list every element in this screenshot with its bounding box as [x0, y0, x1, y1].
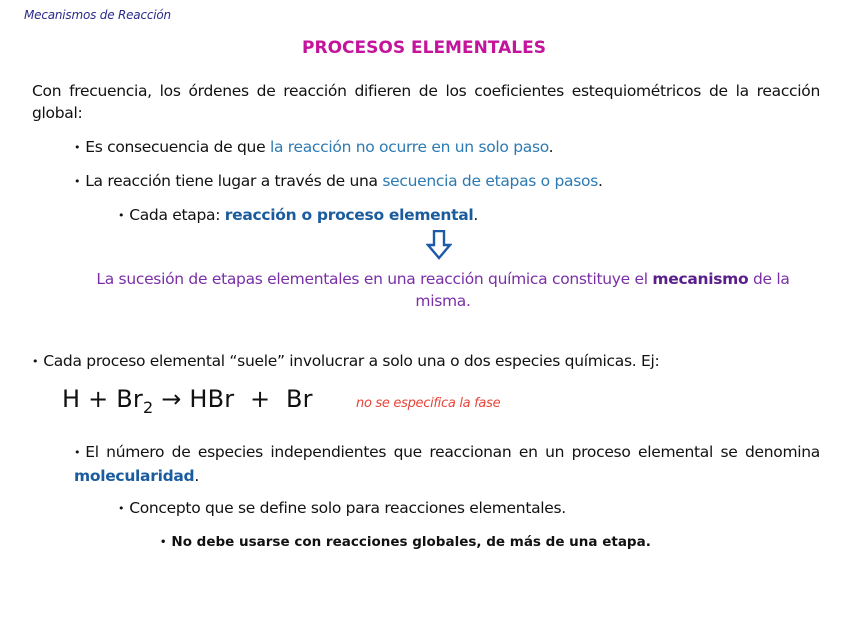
bullet-text: Es consecuencia de que: [85, 138, 270, 156]
reaction-arrow: →: [161, 385, 182, 413]
bullet-sequence: [74, 172, 603, 190]
bullet-mark: •: [74, 446, 81, 459]
bullet-mark: •: [74, 141, 81, 154]
conclusion-end: de la misma.: [415, 270, 790, 310]
conclusion-text: La sucesión de etapas elementales en una reacción química constituye el: [96, 270, 653, 288]
bullet-highlight: reacción o proceso elemental: [224, 206, 474, 224]
equation-note: no se especifica la fase: [356, 396, 501, 411]
mechanism-term: mecanismo: [652, 270, 749, 288]
bullet-text: Cada proceso elemental “suele” involucrar a solo una o dos especies químicas. Ej:: [43, 352, 660, 370]
period: .: [194, 467, 199, 485]
bullet-text: Concepto que se define solo para reacciones elementales.: [129, 499, 566, 517]
bullet-text: La reacción tiene lugar a través de una: [85, 172, 383, 190]
reaction-equation: [62, 385, 313, 417]
equation-reactants: H + Br: [62, 385, 143, 413]
bullet-each-stage: [118, 206, 478, 224]
mechanism-conclusion: [68, 268, 818, 312]
slide-header: Mecanismos de Reacción: [24, 8, 171, 22]
bullet-mark: •: [118, 209, 125, 222]
bullet-mark: •: [160, 537, 167, 548]
down-arrow-icon: [426, 230, 452, 260]
bullet-mark: •: [74, 175, 81, 188]
bullet-warning: [160, 534, 651, 550]
bullet-highlight: secuencia de etapas o pasos: [382, 172, 598, 190]
bullet-mark: •: [118, 502, 125, 515]
warning-text: No debe usarse con reacciones globales, de más de una etapa.: [171, 534, 651, 550]
equation-subscript: 2: [142, 397, 154, 417]
equation-products: HBr + Br: [189, 385, 313, 413]
bullet-mark: •: [32, 355, 39, 368]
bullet-concept: [118, 499, 566, 517]
molecularity-term: molecularidad: [74, 467, 195, 485]
bullet-species: [32, 352, 659, 370]
period: .: [473, 206, 479, 224]
bullet-text: Cada etapa:: [129, 206, 225, 224]
period: .: [548, 138, 554, 156]
intro-paragraph: Con frecuencia, los órdenes de reacción difieren de los coeficientes estequiométricos de la reacción global:: [32, 82, 820, 122]
bullet-highlight: la reacción no ocurre en un solo paso: [269, 138, 549, 156]
molecularity-paragraph: [74, 441, 820, 487]
bullet-not-one-step: [74, 138, 553, 156]
molecularity-text: El número de especies independientes que reaccionan en un proceso elemental se denomina: [85, 443, 820, 461]
period: .: [597, 172, 603, 190]
slide-title: PROCESOS ELEMENTALES: [302, 38, 546, 58]
